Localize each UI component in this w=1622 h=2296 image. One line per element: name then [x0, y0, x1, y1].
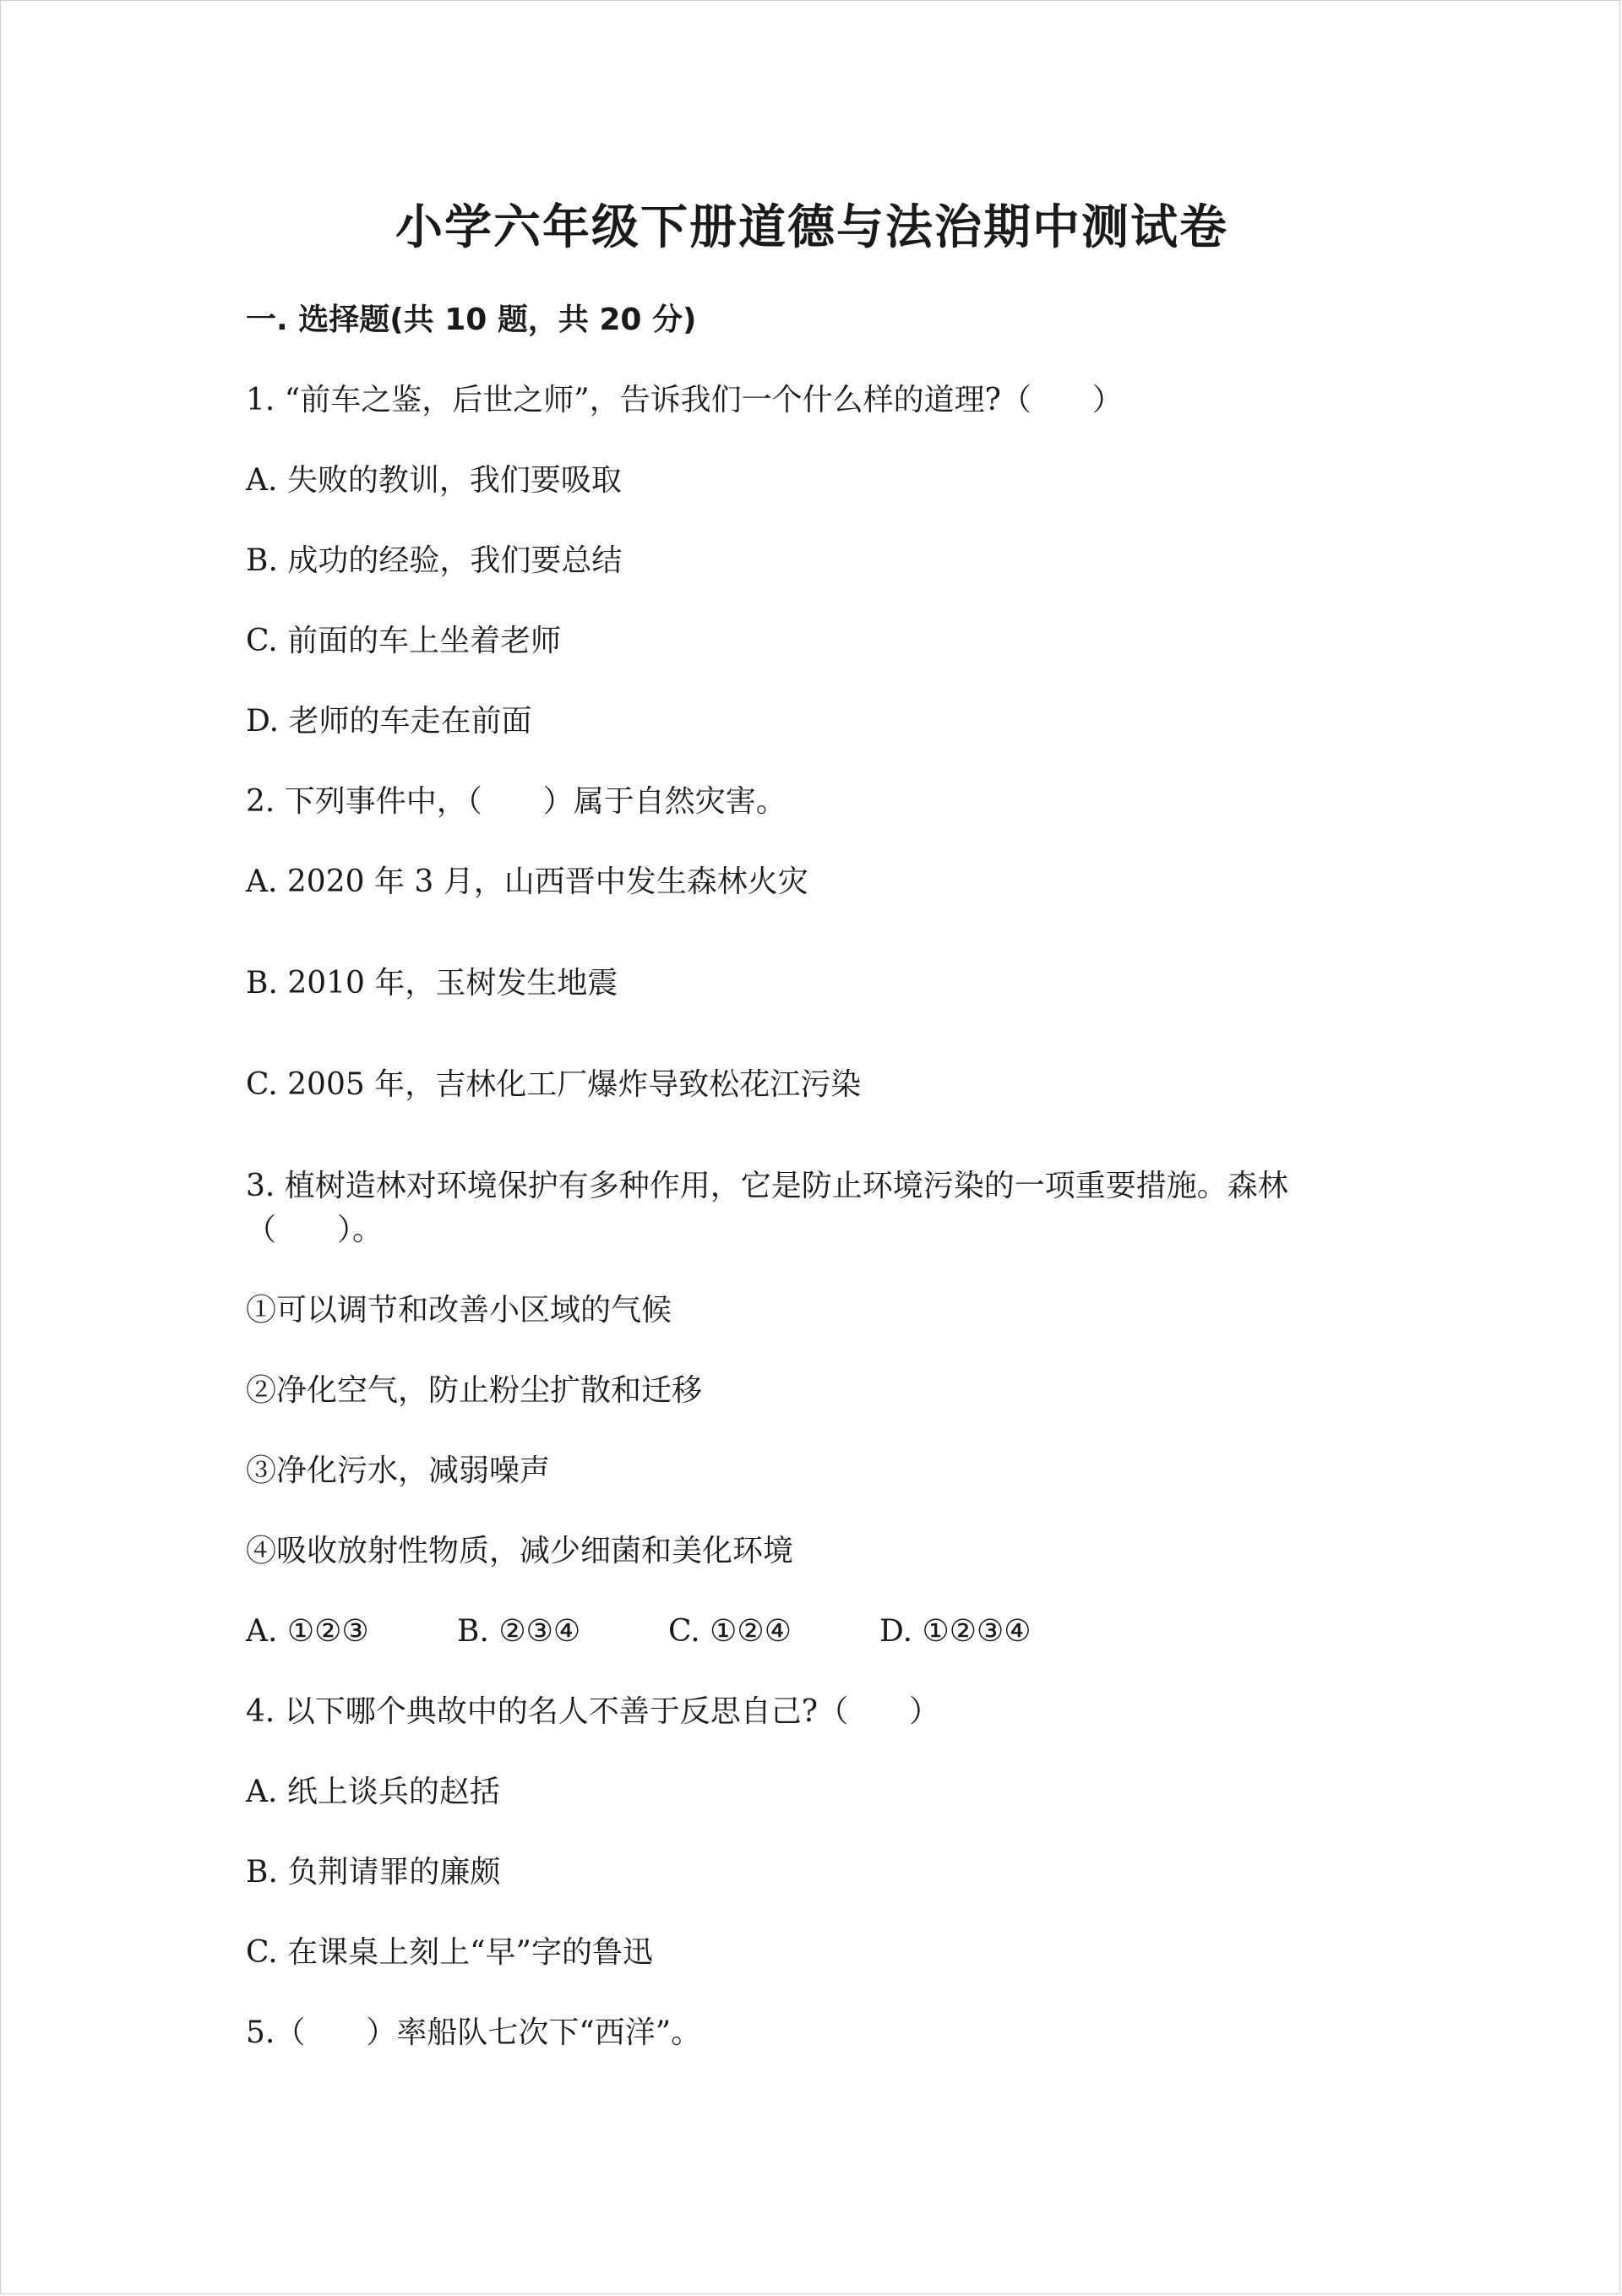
question-3-option-d: D. ①②③④	[879, 1614, 1031, 1649]
question-1-option-c: C. 前面的车上坐着老师	[246, 624, 562, 658]
question-3-statement-2: ②净化空气，防止粉尘扩散和迁移	[246, 1373, 703, 1408]
question-3-stem-line-2: （ ）。	[246, 1213, 384, 1247]
question-3-statement-4: ④吸收放射性物质，减少细菌和美化环境	[246, 1534, 794, 1568]
question-2-option-b: B. 2010 年，玉树发生地震	[246, 966, 618, 1001]
question-2-stem: 2. 下列事件中，（ ）属于自然灾害。	[246, 784, 787, 819]
question-1-option-b: B. 成功的经验，我们要总结	[246, 543, 623, 578]
question-3-option-b: B. ②③④	[457, 1614, 581, 1649]
question-3-options	[246, 1611, 1429, 1653]
question-2-option-c: C. 2005 年，吉林化工厂爆炸导致松花江污染	[246, 1067, 862, 1102]
page-title: 小学六年级下册道德与法治期中测试卷	[395, 199, 1228, 255]
question-3-stem-line-1: 3. 植树造林对环境保护有多种作用，它是防止环境污染的一项重要措施。森林	[246, 1169, 1288, 1203]
question-4-stem: 4. 以下哪个典故中的名人不善于反思自己?（ ）	[246, 1694, 940, 1729]
question-1-option-a: A. 失败的教训，我们要吸取	[246, 463, 622, 498]
question-5-stem: 5.（ ）率船队七次下“西洋”。	[246, 2015, 702, 2050]
question-4-option-c: C. 在课桌上刻上“早”字的鲁迅	[246, 1935, 653, 1970]
question-1-stem: 1. “前车之鉴，后世之师”，告诉我们一个什么样的道理?（ ）	[246, 383, 1123, 417]
question-3-option-c: C. ①②④	[668, 1614, 792, 1649]
question-4-option-a: A. 纸上谈兵的赵括	[246, 1775, 500, 1809]
question-1-option-d: D. 老师的车走在前面	[246, 704, 532, 739]
question-4-option-b: B. 负荆请罪的廉颇	[246, 1855, 501, 1890]
section-heading: 一. 选择题(共 10 题，共 20 分)	[246, 303, 697, 337]
question-3-statement-3: ③净化污水，减弱噪声	[246, 1453, 551, 1488]
question-2-option-a: A. 2020 年 3 月，山西晋中发生森林火灾	[246, 864, 808, 899]
question-3-option-a: A. ①②③	[246, 1614, 369, 1649]
question-3-statement-1: ①可以调节和改善小区域的气候	[246, 1293, 672, 1328]
